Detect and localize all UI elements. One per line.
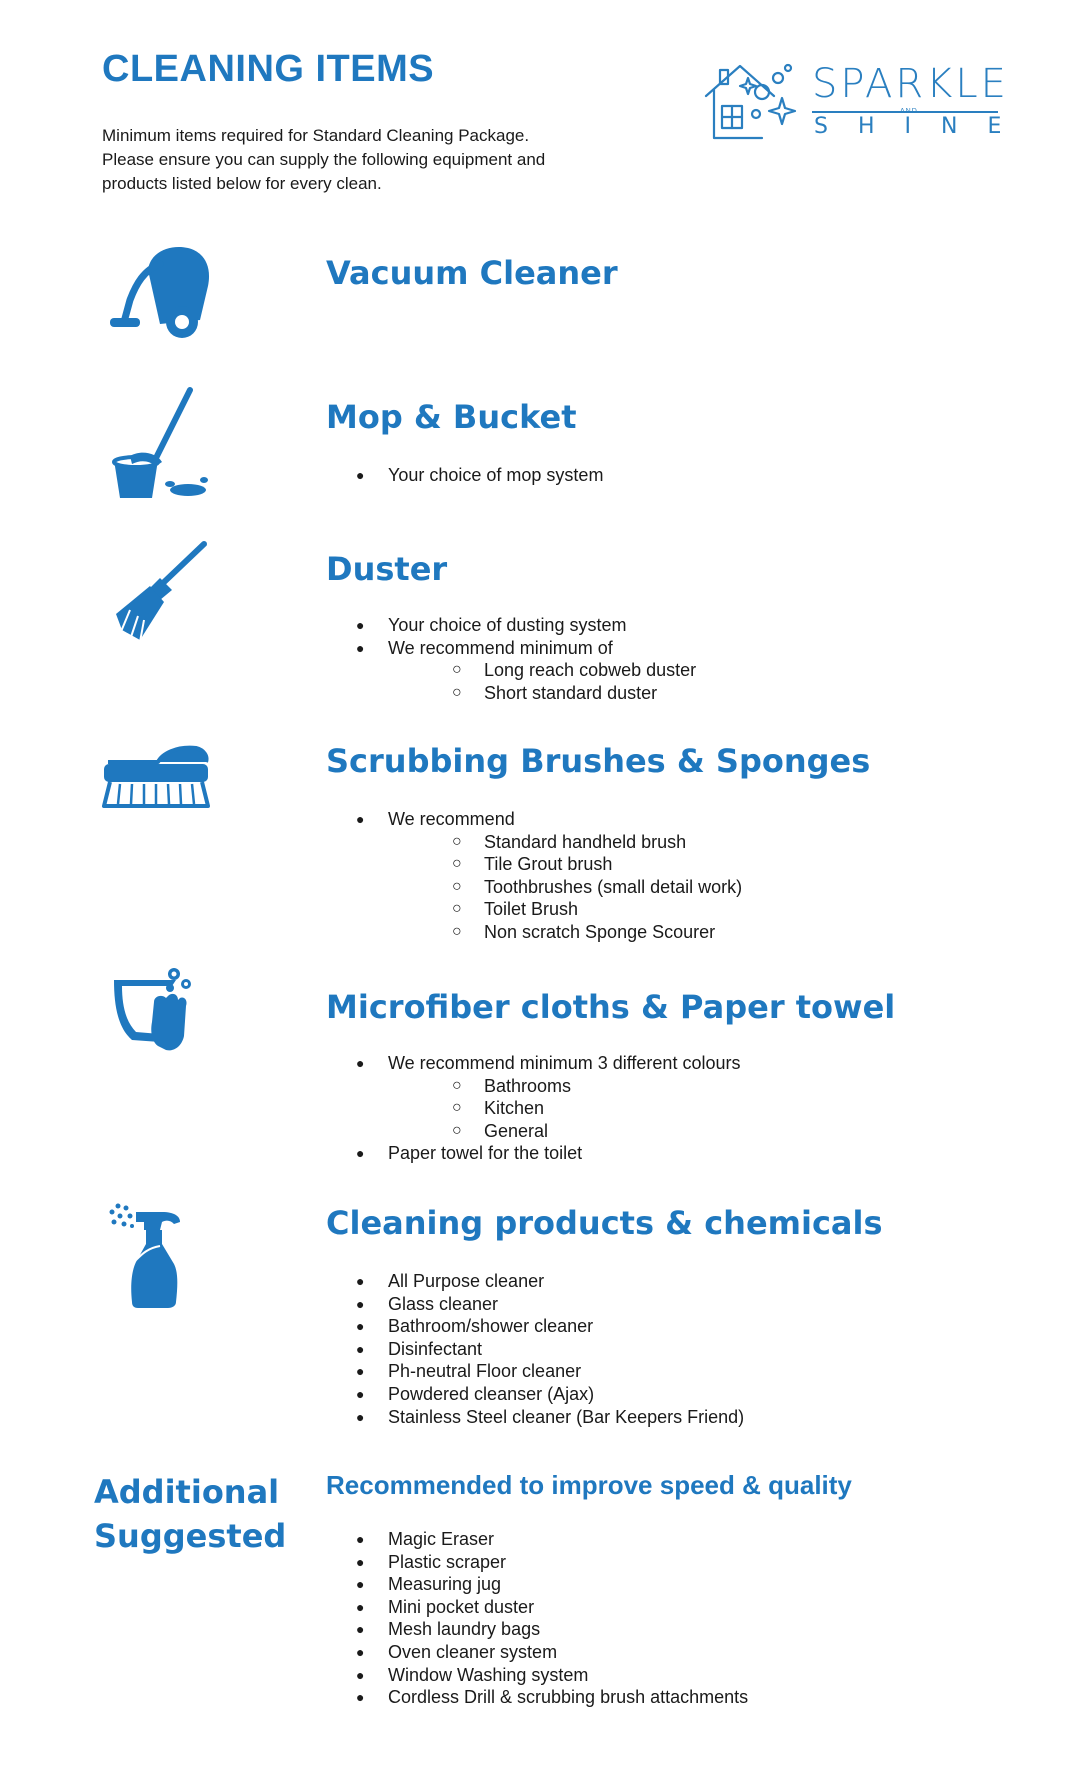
logo-word-sparkle: SPARKLE: [812, 61, 1009, 107]
sub-list-item: ○ General: [388, 1120, 740, 1143]
list-item: ● All Purpose cleaner: [356, 1270, 744, 1293]
duster-icon: [100, 530, 220, 650]
sub-list-item: ○ Toothbrushes (small detail work): [388, 876, 742, 899]
list-item: ● Stainless Steel cleaner (Bar Keepers Friend): [356, 1406, 744, 1429]
mop-bucket-icon: [100, 386, 220, 506]
list-item: ● Mesh laundry bags: [356, 1618, 748, 1641]
list-item: [356, 808, 742, 944]
section-title: Cleaning products & chemicals: [326, 1204, 883, 1242]
additional-label: [94, 1470, 286, 1558]
logo-word-and: AND: [900, 108, 918, 115]
list-item: ● Oven cleaner system: [356, 1641, 748, 1664]
list-item-text: We recommend: [388, 809, 515, 829]
section-title: Scrubbing Brushes & Sponges: [326, 742, 871, 780]
scrub-brush-icon: [100, 716, 220, 836]
cleaning-cloth-icon: [100, 962, 220, 1082]
brand-logo: [700, 56, 1032, 146]
list-item: ● Bathroom/shower cleaner: [356, 1315, 744, 1338]
list-item-text: Paper towel for the toilet: [388, 1143, 583, 1164]
list-item: ● Measuring jug: [356, 1573, 748, 1596]
intro-line: products listed below for every clean.: [102, 174, 382, 193]
additional-label-line2: Suggested: [94, 1517, 287, 1555]
intro-text: [102, 124, 622, 196]
spray-bottle-icon: [100, 1194, 220, 1314]
section-title: Duster: [326, 550, 448, 588]
list-item: ● Ph-neutral Floor cleaner: [356, 1360, 744, 1383]
item-list: [356, 1528, 748, 1709]
intro-line: Minimum items required for Standard Cleaning Package.: [102, 126, 530, 145]
intro-line: Please ensure you can supply the following equipment and: [102, 150, 546, 169]
list-item-text: We recommend minimum 3 different colours: [388, 1053, 741, 1073]
item-list: [356, 1270, 744, 1428]
section-title: Mop & Bucket: [326, 398, 577, 436]
list-item-text: Your choice of dusting system: [388, 615, 627, 635]
list-item: [356, 614, 696, 637]
list-item: [356, 637, 696, 705]
list-item: ● Mini pocket duster: [356, 1596, 748, 1619]
list-item: ● Your choice of mop system: [356, 464, 603, 487]
additional-title: Recommended to improve speed & quality: [326, 1470, 852, 1500]
sub-list-item: ○ Short standard duster: [388, 682, 696, 705]
list-item: ● Plastic scraper: [356, 1551, 748, 1574]
list-item: ● Powdered cleanser (Ajax): [356, 1383, 744, 1406]
page-title: CLEANING ITEMS: [102, 48, 435, 90]
sub-list: [388, 831, 742, 944]
list-item: [356, 1142, 740, 1165]
sub-list-item: ○ Long reach cobweb duster: [388, 659, 696, 682]
list-item: ● Window Washing system: [356, 1664, 748, 1687]
list-item: [356, 1052, 740, 1142]
item-list: [356, 614, 696, 704]
sub-list-item: ○ Standard handheld brush: [388, 831, 742, 854]
sub-list-item: ○ Bathrooms: [388, 1075, 740, 1098]
sub-list: [388, 659, 696, 704]
sub-list-item: ○ Non scratch Sponge Scourer: [388, 921, 742, 944]
section-title: Microfiber cloths & Paper towel: [326, 988, 896, 1026]
list-item-text: We recommend minimum of: [388, 637, 613, 658]
sub-list: [388, 1075, 740, 1143]
sub-list-item: ○ Kitchen: [388, 1097, 740, 1120]
item-list: [356, 808, 742, 944]
item-list: [356, 1052, 740, 1165]
list-item: ● Disinfectant: [356, 1338, 744, 1361]
list-item: ● Cordless Drill & scrubbing brush attachments: [356, 1686, 748, 1709]
vacuum-cleaner-icon: [100, 240, 220, 360]
list-item: ● Glass cleaner: [356, 1293, 744, 1316]
section-title: Vacuum Cleaner: [326, 254, 618, 292]
item-list: [356, 464, 603, 487]
list-item: ● Magic Eraser: [356, 1528, 748, 1551]
additional-label-line1: Additional: [94, 1473, 280, 1511]
house-sparkle-icon: [700, 58, 800, 144]
sub-list-item: ○ Toilet Brush: [388, 898, 742, 921]
logo-word-shine: SHINE: [814, 114, 1032, 139]
sub-list-item: ○ Tile Grout brush: [388, 853, 742, 876]
